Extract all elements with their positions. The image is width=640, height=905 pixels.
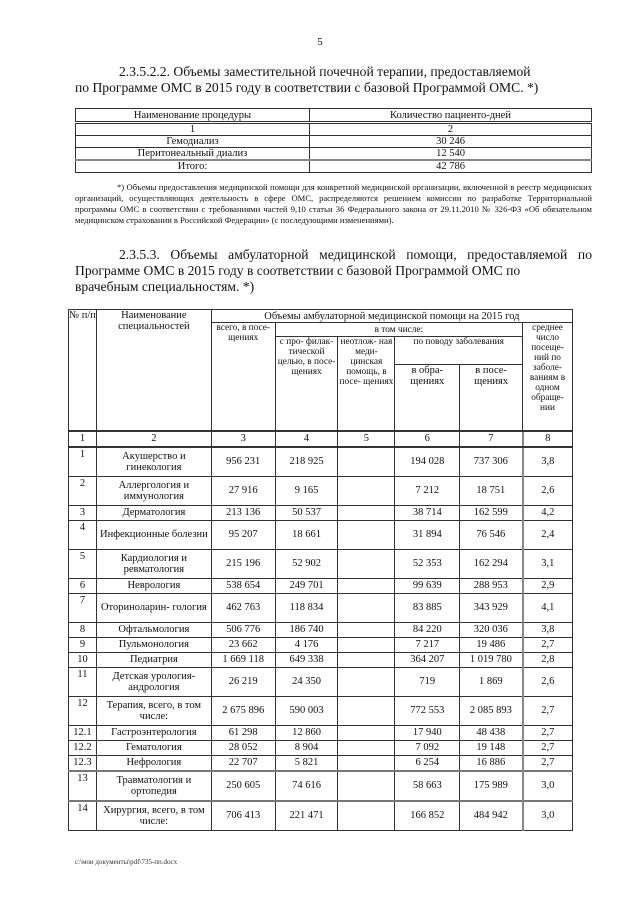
file-path-footer: c:\мои документы\pdf\735-пп.docx	[75, 858, 178, 866]
cell-urgent	[338, 637, 395, 652]
cell-no: 2	[69, 476, 97, 505]
cell-no: 1	[69, 447, 97, 477]
cell-visits: 162 599	[460, 505, 523, 520]
procedure-name: Итого:	[76, 160, 310, 173]
cell-total: 213 136	[211, 505, 275, 520]
cell-appeals: 7 092	[395, 740, 460, 755]
cell-avg: 2,7	[523, 725, 573, 740]
cell-total: 462 763	[211, 593, 275, 622]
table-row	[69, 476, 573, 505]
table-header-row	[76, 109, 592, 123]
cell-appeals: 7 217	[395, 637, 460, 652]
cell-no: 13	[69, 771, 97, 801]
table-row	[69, 652, 573, 667]
cell-prof: 18 661	[275, 520, 338, 549]
patient-days: 12 540	[310, 148, 592, 161]
heading-line-2: по Программе ОМС в 2015 году в соответствии с базовой Программой ОМС. *)	[75, 80, 539, 95]
cell-avg: 2,7	[523, 637, 573, 652]
cell-urgent	[338, 667, 395, 696]
cell-no: 6	[69, 578, 97, 593]
cell-total: 27 916	[211, 476, 275, 505]
column-number: 1	[69, 431, 97, 447]
cell-total: 215 196	[211, 549, 275, 578]
cell-no: 10	[69, 652, 97, 667]
column-numbers-row	[76, 123, 592, 136]
cell-avg: 2,7	[523, 740, 573, 755]
cell-visits: 737 306	[460, 447, 523, 477]
section-heading-outpatient	[75, 247, 592, 295]
cell-visits: 175 989	[460, 771, 523, 801]
table-row	[69, 578, 573, 593]
cell-urgent	[338, 652, 395, 667]
cell-avg: 2,7	[523, 696, 573, 725]
cell-appeals: 17 940	[395, 725, 460, 740]
cell-total: 26 219	[211, 667, 275, 696]
cell-avg: 2,4	[523, 520, 573, 549]
column-number: 5	[338, 431, 395, 447]
cell-prof: 8 904	[275, 740, 338, 755]
table-row	[69, 637, 573, 652]
cell-name: Аллергология и иммунология	[96, 476, 211, 505]
cell-total: 506 776	[211, 622, 275, 637]
cell-name: Офтальмология	[96, 622, 211, 637]
cell-urgent	[338, 696, 395, 725]
table-row	[69, 755, 573, 771]
table-row	[69, 696, 573, 725]
heading-line-1: 2.3.5.2.2. Объемы заместительной почечной терапии, предоставляемой	[119, 64, 531, 79]
header-patient-days: Количество пациенто-дней	[310, 109, 592, 123]
header-average: среднее число посеще- ний по заболе- ваниям в одном обраще- нии	[523, 323, 573, 431]
cell-prof: 4 176	[275, 637, 338, 652]
patient-days: 42 786	[310, 160, 592, 173]
table-row	[69, 667, 573, 696]
header-specialty: Наименование специальностей	[96, 310, 211, 431]
cell-name: Дерматология	[96, 505, 211, 520]
table-row	[69, 771, 573, 801]
cell-no: 14	[69, 801, 97, 831]
column-number: 3	[211, 431, 275, 447]
cell-name: Инфекционные болезни	[96, 520, 211, 549]
cell-no: 12.1	[69, 725, 97, 740]
cell-appeals: 6 254	[395, 755, 460, 771]
table-row	[69, 447, 573, 477]
cell-total: 538 654	[211, 578, 275, 593]
cell-visits: 2 085 893	[460, 696, 523, 725]
table-row	[76, 136, 592, 148]
cell-prof: 118 834	[275, 593, 338, 622]
cell-prof: 74 616	[275, 771, 338, 801]
cell-no: 5	[69, 549, 97, 578]
cell-prof: 186 740	[275, 622, 338, 637]
column-number: 2	[96, 431, 211, 447]
cell-visits: 320 036	[460, 622, 523, 637]
cell-avg: 2,7	[523, 755, 573, 771]
cell-appeals: 364 207	[395, 652, 460, 667]
cell-urgent	[338, 801, 395, 831]
cell-total: 1 669 118	[211, 652, 275, 667]
procedure-name: Гемодиализ	[76, 136, 310, 148]
table-row	[69, 801, 573, 831]
cell-prof: 590 003	[275, 696, 338, 725]
cell-name: Детская урология- андрология	[96, 667, 211, 696]
cell-urgent	[338, 771, 395, 801]
page-number: 5	[317, 36, 323, 48]
cell-appeals: 719	[395, 667, 460, 696]
cell-prof: 649 338	[275, 652, 338, 667]
cell-visits: 19 148	[460, 740, 523, 755]
cell-appeals: 83 885	[395, 593, 460, 622]
cell-visits: 76 546	[460, 520, 523, 549]
heading-line-2: врачебным специальностям. *)	[75, 279, 255, 294]
header-group: Объемы амбулаторной медицинской помощи на 2015 год	[211, 310, 572, 323]
cell-urgent	[338, 593, 395, 622]
header-row-1	[69, 310, 573, 323]
heading-line-1: 2.3.5.3. Объемы амбулаторной медицинской помощи, предоставляемой по Программе ОМС в 2015 году в соответствии с базовой Программой ОМС по	[75, 247, 592, 278]
cell-avg: 2,9	[523, 578, 573, 593]
cell-no: 12	[69, 696, 97, 725]
cell-appeals: 31 894	[395, 520, 460, 549]
cell-prof: 9 165	[275, 476, 338, 505]
column-number: 7	[460, 431, 523, 447]
cell-prof: 249 701	[275, 578, 338, 593]
cell-no: 11	[69, 667, 97, 696]
cell-total: 2 675 896	[211, 696, 275, 725]
cell-urgent	[338, 549, 395, 578]
kidney-therapy-table	[75, 108, 592, 173]
cell-avg: 2,6	[523, 476, 573, 505]
table-row	[69, 593, 573, 622]
table-row-total	[76, 160, 592, 173]
cell-total: 956 231	[211, 447, 275, 477]
cell-no: 7	[69, 593, 97, 622]
cell-urgent	[338, 476, 395, 505]
cell-name: Акушерство и гинекология	[96, 447, 211, 477]
cell-appeals: 7 212	[395, 476, 460, 505]
cell-name: Неврология	[96, 578, 211, 593]
cell-urgent	[338, 725, 395, 740]
header-disease: по поводу заболевания	[395, 337, 523, 365]
cell-total: 250 605	[211, 771, 275, 801]
cell-appeals: 38 714	[395, 505, 460, 520]
cell-prof: 52 902	[275, 549, 338, 578]
cell-no: 3	[69, 505, 97, 520]
cell-avg: 4,1	[523, 593, 573, 622]
cell-visits: 18 751	[460, 476, 523, 505]
cell-avg: 4,2	[523, 505, 573, 520]
patient-days: 30 246	[310, 136, 592, 148]
column-number: 6	[395, 431, 460, 447]
cell-urgent	[338, 505, 395, 520]
header-total-visits: всего, в посе- щениях	[211, 323, 275, 431]
cell-total: 706 413	[211, 801, 275, 831]
cell-visits: 162 294	[460, 549, 523, 578]
cell-visits: 288 953	[460, 578, 523, 593]
cell-prof: 24 350	[275, 667, 338, 696]
header-urgent: неотлож- ная меди- цинская помощь, в посе- щениях	[338, 337, 395, 431]
cell-no: 4	[69, 520, 97, 549]
cell-name: Пульмонология	[96, 637, 211, 652]
header-including: в том числе:	[275, 323, 522, 337]
cell-appeals: 84 220	[395, 622, 460, 637]
cell-visits: 1 869	[460, 667, 523, 696]
cell-total: 22 707	[211, 755, 275, 771]
section-heading-kidney-therapy	[75, 64, 592, 96]
table-row	[69, 549, 573, 578]
cell-appeals: 58 663	[395, 771, 460, 801]
table-body	[69, 447, 573, 831]
cell-visits: 19 486	[460, 637, 523, 652]
cell-avg: 3,0	[523, 801, 573, 831]
procedure-name: Перитонеальный диализ	[76, 148, 310, 161]
cell-avg: 3,8	[523, 622, 573, 637]
cell-name: Гастроэнтерология	[96, 725, 211, 740]
header-number: № п/п	[69, 310, 97, 431]
cell-urgent	[338, 447, 395, 477]
cell-avg: 2,8	[523, 652, 573, 667]
cell-name: Оториноларин- гология	[96, 593, 211, 622]
cell-name: Хирургия, всего, в том числе:	[96, 801, 211, 831]
column-number: 4	[275, 431, 338, 447]
cell-urgent	[338, 755, 395, 771]
cell-name: Педиатрия	[96, 652, 211, 667]
cell-urgent	[338, 622, 395, 637]
column-numbers-row	[69, 431, 573, 447]
cell-avg: 3,1	[523, 549, 573, 578]
cell-urgent	[338, 578, 395, 593]
cell-prof: 12 860	[275, 725, 338, 740]
cell-no: 8	[69, 622, 97, 637]
cell-name: Нефрология	[96, 755, 211, 771]
cell-appeals: 772 553	[395, 696, 460, 725]
table-row	[69, 520, 573, 549]
cell-visits: 343 929	[460, 593, 523, 622]
cell-prof: 218 925	[275, 447, 338, 477]
cell-no: 12.3	[69, 755, 97, 771]
cell-avg: 2,6	[523, 667, 573, 696]
cell-avg: 3,0	[523, 771, 573, 801]
cell-prof: 221 471	[275, 801, 338, 831]
cell-appeals: 99 639	[395, 578, 460, 593]
cell-total: 61 298	[211, 725, 275, 740]
cell-visits: 16 886	[460, 755, 523, 771]
cell-name: Кардиология и ревматология	[96, 549, 211, 578]
outpatient-volumes-table	[68, 309, 573, 831]
table-row	[76, 148, 592, 161]
cell-total: 95 207	[211, 520, 275, 549]
header-procedure-name: Наименование процедуры	[76, 109, 310, 123]
cell-appeals: 166 852	[395, 801, 460, 831]
column-number: 2	[310, 123, 592, 136]
cell-no: 9	[69, 637, 97, 652]
cell-avg: 3,8	[523, 447, 573, 477]
cell-visits: 48 438	[460, 725, 523, 740]
table-row	[69, 505, 573, 520]
column-number: 1	[76, 123, 310, 136]
cell-visits: 1 019 780	[460, 652, 523, 667]
cell-name: Терапия, всего, в том числе:	[96, 696, 211, 725]
header-visits: в посе- щениях	[460, 365, 523, 431]
header-preventive: с про- филак- тической целью, в посе- щениях	[275, 337, 338, 431]
cell-name: Гематология	[96, 740, 211, 755]
table-row	[69, 725, 573, 740]
cell-no: 12.2	[69, 740, 97, 755]
cell-name: Травматология и ортопедия	[96, 771, 211, 801]
cell-urgent	[338, 740, 395, 755]
cell-appeals: 52 353	[395, 549, 460, 578]
header-appeals: в обра- щениях	[395, 365, 460, 431]
cell-total: 28 052	[211, 740, 275, 755]
cell-prof: 5 821	[275, 755, 338, 771]
cell-urgent	[338, 520, 395, 549]
table-row	[69, 740, 573, 755]
column-number: 8	[523, 431, 573, 447]
cell-visits: 484 942	[460, 801, 523, 831]
cell-prof: 50 537	[275, 505, 338, 520]
cell-appeals: 194 028	[395, 447, 460, 477]
footnote: *) Объемы предоставления медицинской помощи для конкретной медицинской организации, включенной в реестр медицинских организаций, осуществляющих деятельность в сфере ОМС, распределяются решением комиссии по разработке Территориальной программы ОМС в соответствии с требованиями частей 9,10 статьи 36 Федерального закона от 29.11.2010 № 326-ФЗ «Об обязательном медицинском страховании в Российской Федерации» (с последующими изменениями).	[75, 182, 592, 225]
table-row	[69, 622, 573, 637]
cell-total: 23 662	[211, 637, 275, 652]
